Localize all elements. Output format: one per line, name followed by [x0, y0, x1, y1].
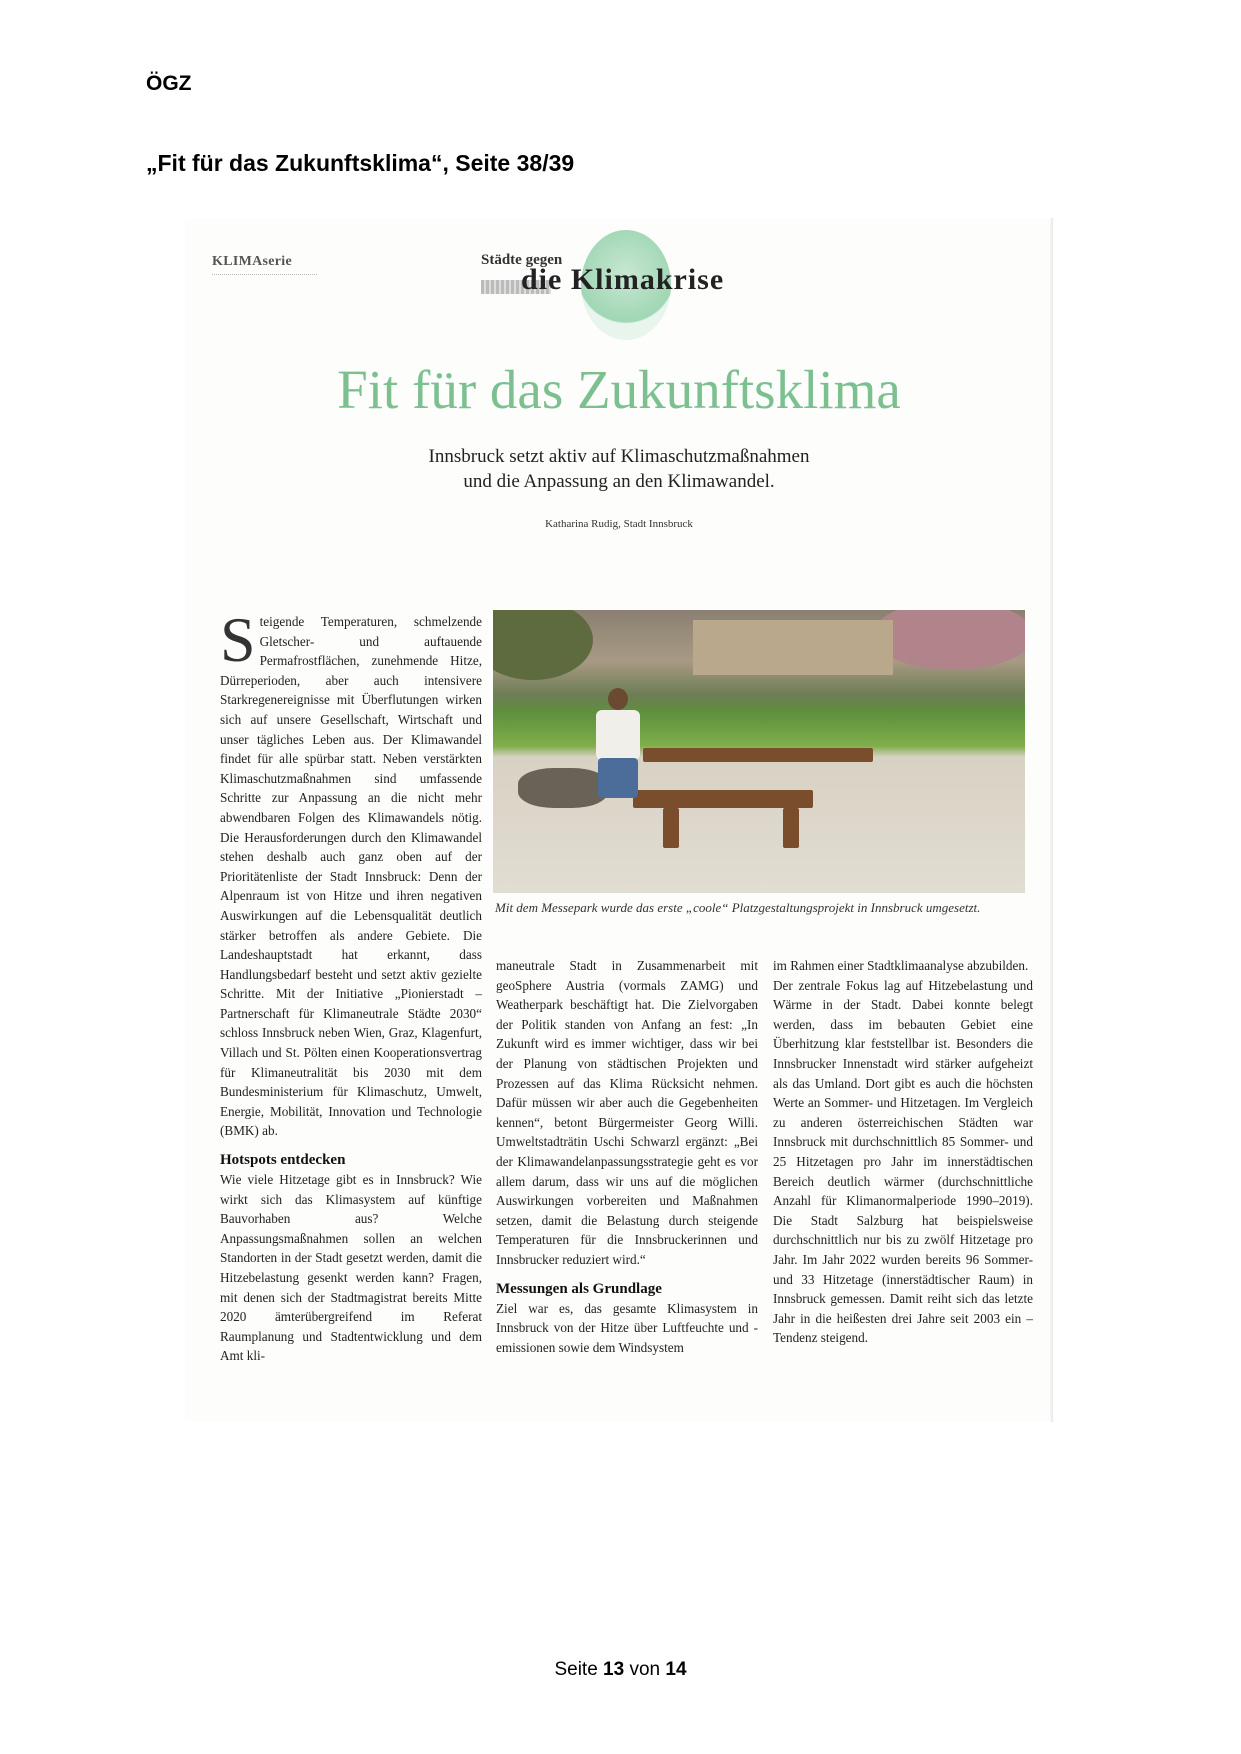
total-pages: 14 [665, 1659, 687, 1680]
drop-cap: S [220, 604, 256, 675]
article-photo [493, 610, 1025, 893]
person-figure [588, 688, 648, 808]
series-logo [481, 230, 741, 340]
article-author: Katharina Rudig, Stadt Innsbruck [545, 518, 693, 530]
logo-text-bottom: die Klimakrise [521, 263, 725, 296]
article-column-3 [773, 956, 1033, 1348]
section-heading: Hotspots entdecken [220, 1152, 346, 1169]
deck-line: und die Anpassung an den Klimawandel. [463, 471, 775, 492]
paragraph: im Rahmen einer Stadtklimaanalyse abzubilden. [773, 958, 1029, 973]
article-column-1 [220, 604, 482, 1366]
footer-prefix: Seite [554, 1659, 598, 1680]
paragraph: teigende Temperaturen, schmelzende Gletscher- und auftauende Permafrostflächen, zunehmende Hitze, Dürreperioden, aber auch intensivere Starkregenereignisse mit Überflutungen wirken sich auf unsere Gesellschaft, Wirtschaft und unser tägliches Leben aus. Der Klimawandel findet für alle spürbar statt. Neben verstärkten Klimaschutzmaßnahmen sind umfassende Schritte zur Anpassung an die nicht mehr abwendbaren Folgen des Klimawandels nötig. Die Herausforderungen durch den Klimawandel stehen deshalb auch ganz oben auf der Prioritätenliste der Stadt Innsbruck: Denn der Alpenraum ist von Hitze und ihren negativen Auswirkungen auf die Lebensqualität deutlich stärker betroffen als andere Gebiete. Die Landeshauptstadt hat erkannt, dass Handlungsbedarf besteht und setzt aktiv gezielte Schritte. Mit der Initiative „Pionierstadt – Partnerschaft für Klimaneutrale Städte 2030“ schloss Innsbruck neben Wien, Graz, Klagenfurt, Villach und St. Pölten einen Kooperationsvertrag für Klimaneutralität bis 2030 mit dem Bundesministerium für Klimaschutz, Umwelt, Energie, Mobilität, Innovation und Technologie (BMK) ab. [220, 614, 482, 1139]
paragraph: Wie viele Hitzetage gibt es in Innsbruck? Wie wirkt sich das Klimasystem auf künftige Bauvorhaben aus? Welche Anpassungsmaßnahmen sollen an welchen Standorten in der Stadt gesetzt werden, damit die Hitzebelastung gesenkt werden kann? Fragen, mit denen sich der Stadtmagistrat bereits Mitte 2020 ämterübergreifend im Referat Raumplanung und Stadtentwicklung und dem Amt kli- [220, 1172, 482, 1364]
paragraph: maneutrale Stadt in Zusammenarbeit mit geoSphere Austria (vormals ZAMG) und Weatherpark beschäftigt hat. Die Zielvorgaben der Politik standen von Anfang an fest: „In Zukunft wird es immer wichtiger, dass wir bei der Planung von städtischen Projekten und Prozessen auf das Klima Rücksicht nehmen. Dafür müssen wir aber auch die Gegebenheiten kennen“, betont Bürgermeister Georg Willi. Umweltstadträtin Uschi Schwarzl ergänzt: „Bei der Klimawandelanpassungsstrategie geht es vor allem darum, dass wir uns auf die möglichen Auswirkungen vorbereiten und Maßnahmen setzen, damit die Belastung durch steigende Temperaturen für die Innsbruckerinnen und Innsbrucker reduziert wird.“ [496, 958, 758, 1267]
paragraph: Ziel war es, das gesamte Klimasystem in Innsbruck von der Hitze über Luftfeuchte und -emissionen sowie dem Windsystem [496, 1300, 758, 1355]
series-label: KLIMAserie [212, 254, 292, 269]
series-divider [212, 274, 317, 275]
logo-text-top: Städte gegen [481, 252, 563, 268]
article-deck [185, 444, 1053, 494]
footer-separator: von [629, 1659, 661, 1680]
deck-line: Innsbruck setzt aktiv auf Klimaschutzmaßnahmen [428, 446, 810, 467]
article-scan [185, 218, 1053, 1422]
organization-label: ÖGZ [146, 72, 192, 95]
page-footer [0, 1659, 1241, 1681]
paragraph: Der zentrale Fokus lag auf Hitzebelastung und Wärme in der Stadt. Dabei konnte belegt werden, dass im bebauten Gebiet eine Überhitzung klar feststellbar ist. Besonders die Innsbrucker Innenstadt wird stärker aufgeheizt als das Umland. Dort gibt es auch die höchsten Werte an Sommer- und Hitzetagen. Im Vergleich zu anderen österreichischen Städten war Innsbruck mit durchschnittlich 85 Sommer- und 25 Hitzetagen pro Jahr im innerstädtischen Bereich deutlich wärmer (durchschnittliche Anzahl für Klimanormalperiode 1990–2019). Die Stadt Salzburg hat beispielsweise durchschnittlich nur bis zu zwölf Hitzetage pro Jahr. Im Jahr 2022 wurden bereits 96 Sommer- und 33 Hitzetage (innerstädtischer Raum) in Innsbruck gemessen. Damit reiht sich das letzte Jahr in die heißesten drei Jahre seit 2003 ein – Tendenz steigend. [773, 977, 1033, 1346]
document-title: „Fit für das Zukunftsklima“, Seite 38/39 [146, 150, 575, 176]
article-column-2 [496, 956, 758, 1357]
photo-caption: Mit dem Messepark wurde das erste „coole“ Platzgestaltungsprojekt in Innsbruck umgesetzt. [495, 900, 981, 915]
section-heading: Messungen als Grundlage [496, 1280, 662, 1297]
current-page: 13 [603, 1659, 625, 1680]
article-headline: Fit für das Zukunftsklima [337, 359, 901, 420]
